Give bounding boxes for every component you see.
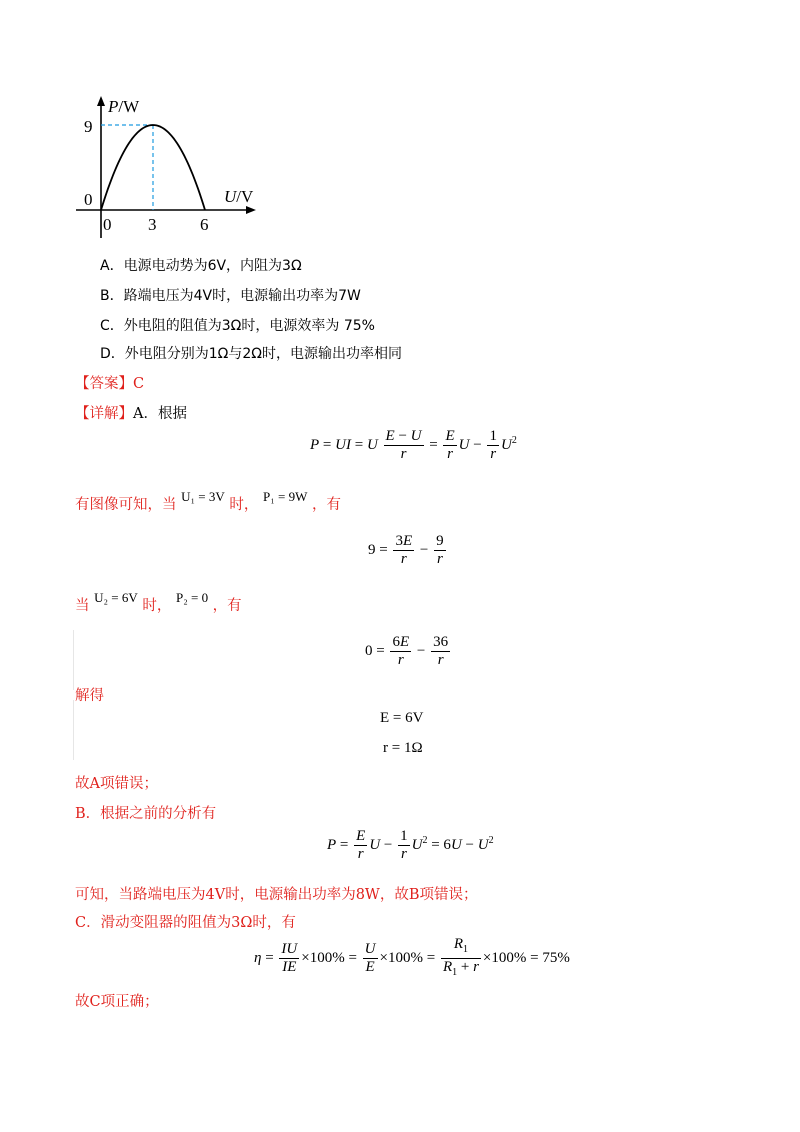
detail-label: 【详解】 xyxy=(75,406,133,422)
x-tick-3: 3 xyxy=(148,215,157,234)
equation-9: 9 = $\frac{3E}{r}$ − $\frac{9}{r}$ xyxy=(368,533,444,567)
condition-p2: P₂ = 0 xyxy=(175,590,209,605)
y-axis-label: P/W xyxy=(108,97,140,116)
power-voltage-graph xyxy=(70,92,270,242)
b-intro: B．根据之前的分析有 xyxy=(75,806,217,822)
condition-p1: P₁ = 9W xyxy=(262,489,308,504)
condition-u1: U₁ = 3V xyxy=(181,489,225,504)
x-tick-0: 0 xyxy=(103,215,112,234)
a-wrong: 故A项错误； xyxy=(75,776,158,792)
option-c: C．外电阻的阻值为3Ω时，电源效率为 75% xyxy=(100,318,375,334)
equation-b: P = $\frac{E}{r}$ U − $\frac{1}{r}$ $U^2 = 6U - U^2$ xyxy=(327,828,494,862)
condition-u2: U₂ = 6V xyxy=(94,590,138,605)
margin-rule-2 xyxy=(73,700,74,760)
answer-label: 【答案】 xyxy=(75,376,133,392)
equation-power: P = UI = U $\frac{E - U}{r}$ = $\frac{E}{r}$ U − $\frac{1}{r}$ $U^2$ xyxy=(310,428,517,462)
b-result: 可知，当路端电压为4V时，电源输出功率为8W，故B项错误； xyxy=(75,887,478,903)
solve-label: 解得 xyxy=(75,688,104,704)
detail-intro-line xyxy=(75,402,187,423)
result-e: E = 6V xyxy=(380,710,424,726)
detail-line-1: 有图像可知，当 U₁ = 3V 时， P₁ = 9W ，有 xyxy=(75,489,341,513)
option-a: A．电源电动势为6V，内阻为3Ω xyxy=(100,258,302,274)
option-b: B．路端电压为4V时，电源输出功率为7W xyxy=(100,288,361,304)
detail-intro: A．根据 xyxy=(133,406,187,422)
x-tick-6: 6 xyxy=(200,215,209,234)
y-tick-9: 9 xyxy=(84,117,93,136)
margin-rule xyxy=(73,630,74,690)
answer-line xyxy=(75,372,144,393)
equation-0: 0 = $\frac{6E}{r}$ − $\frac{36}{r}$ xyxy=(365,634,449,668)
result-r: r = 1Ω xyxy=(383,740,423,756)
y-origin-label: 0 xyxy=(84,190,93,209)
y-axis-arrow xyxy=(97,96,105,106)
c-intro: C．滑动变阻器的阻值为3Ω时，有 xyxy=(75,915,296,931)
x-axis-label: U/V xyxy=(224,187,254,206)
answer-value: C xyxy=(133,376,145,392)
x-axis-arrow xyxy=(246,206,256,214)
detail-line-2: 当 U₂ = 6V 时， P₂ = 0 ，有 xyxy=(75,590,242,614)
equation-efficiency: η = $\frac{IU}{IE}$ ×100% = $\frac{U}{E}$ ×100% = $\frac{R_1}{R_1 + r}$ ×100% = 75% xyxy=(254,936,570,978)
option-d: D．外电阻分别为1Ω与2Ω时，电源输出功率相同 xyxy=(100,346,402,362)
c-right: 故C项正确； xyxy=(75,994,159,1010)
